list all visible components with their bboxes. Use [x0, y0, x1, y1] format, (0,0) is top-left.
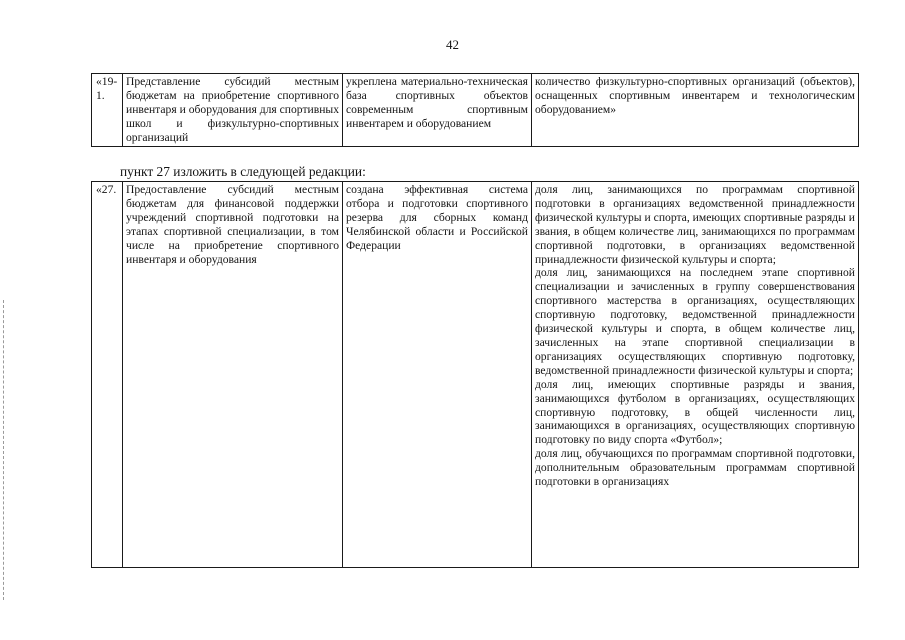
event-cell: Представление субсидий местным бюджетам на приобретение спортивного инвентаря и оборудования для спортивных школ и физкультурно-спортивных организаций — [123, 74, 343, 147]
indicator-item: доля лиц, имеющих спортивные разряды и звания, занимающихся футболом в организациях, осуществляющих спортивную подготовку, в общей численности лиц, занимающихся в организациях, осуществляющих спортивную подготовку по виду спорта «Футбол»; — [535, 377, 855, 447]
indicator-cell: количество физкультурно-спортивных организаций (объектов), оснащенных спортивным инвентарем и технологическим оборудованием» — [532, 74, 859, 147]
table-row-19-1 — [91, 73, 859, 147]
result-cell: укреплена материально-техническая база спортивных объектов современным спортивным инвентарем и оборудованием — [343, 74, 532, 147]
page-number: 42 — [446, 37, 459, 52]
indicator-item: доля лиц, обучающихся по программам спортивной подготовки, дополнительным образовательным программам спортивной подготовки в организациях — [535, 447, 855, 489]
result-cell: создана эффективная система отбора и подготовки спортивного резерва для сборных команд Челябинской области и Российской Федерации — [343, 182, 532, 568]
margin-dashed-line — [3, 300, 4, 600]
indicator-item: доля лиц, занимающихся на последнем этапе спортивной специализации и зачисленных в группу совершенствования спортивного мастерства в организациях, осуществляющих спортивную подготовку, ведомственной принадлежности физической культуры и спорта, в общем количестве лиц, зачисленных на этапе спортивной специализации в организациях осуществляющих спортивную подготовку, ведомственной принадлежности физической культуры и спорта; — [535, 266, 855, 377]
table-row — [92, 182, 859, 568]
item-number: «27. — [92, 182, 123, 568]
table-row — [92, 74, 859, 147]
item-number: «19-1. — [92, 74, 123, 147]
indicator-item: доля лиц, занимающихся по программам спортивной подготовки в организациях ведомственной принадлежности физической культуры и спорта, имеющих спортивные разряды и звания, в общем количестве лиц, занимающихся по программам спортивной подготовки, в организациях ведомственной принадлежности физической культуры и спорта; — [535, 183, 855, 266]
amendment-instruction: пункт 27 изложить в следующей редакции: — [120, 164, 366, 179]
event-cell: Предоставление субсидий местным бюджетам для финансовой поддержки учреждений спортивной подготовки на этапах спортивной специализации, в том числе на приобретение спортивного инвентаря и оборудования — [123, 182, 343, 568]
indicator-cell — [532, 182, 859, 568]
table-row-27 — [91, 181, 859, 568]
